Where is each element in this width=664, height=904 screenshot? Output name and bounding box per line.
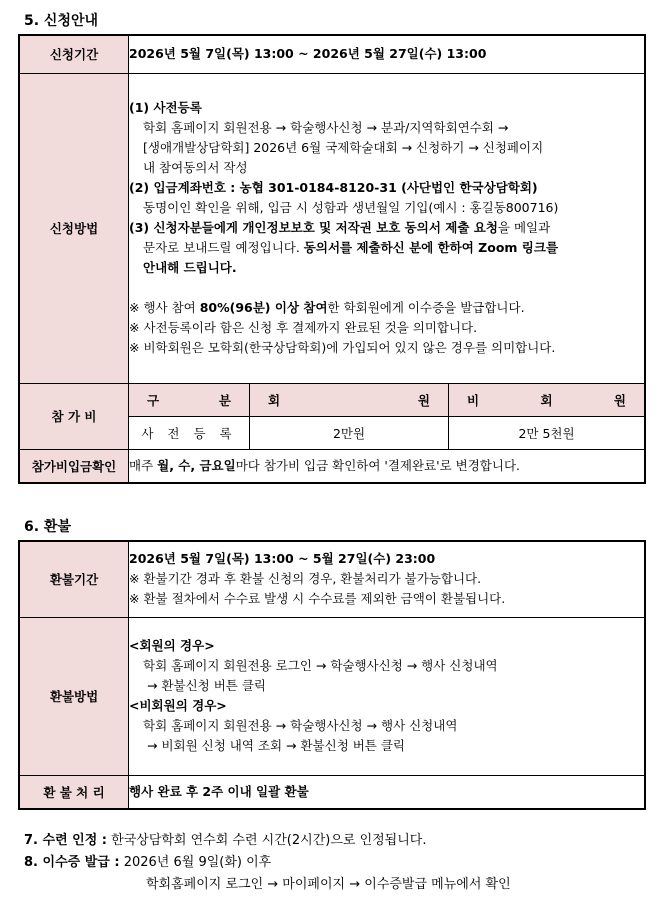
step3-line2-bold: 동의서를 제출하신 분에 한하여 Zoom 링크를 bbox=[303, 240, 559, 255]
refund-method-content bbox=[129, 617, 646, 775]
note1-prefix: ※ 행사 참여 bbox=[129, 300, 200, 315]
nonmember-line1: 학회 홈페이지 회원전용 → 학술행사신청 → 행사 신청내역 bbox=[143, 718, 458, 733]
application-info-table bbox=[18, 34, 646, 484]
nonmember-case-title: <비회원의 경우> bbox=[129, 698, 227, 713]
footer bbox=[24, 830, 511, 896]
method-content bbox=[129, 73, 646, 383]
fee-label: 참 가 비 bbox=[19, 383, 129, 449]
payment-check-days: 월, 수, 금요일 bbox=[157, 457, 236, 473]
refund-method-label: 환불방법 bbox=[19, 617, 129, 775]
member-case-title: <회원의 경우> bbox=[129, 638, 215, 653]
step3-line1 bbox=[129, 218, 644, 238]
member-line2: → 환불신청 버튼 클릭 bbox=[147, 678, 266, 693]
note1-bold: 80%(96분) 이상 참여 bbox=[199, 300, 328, 315]
fee-header-category bbox=[129, 383, 250, 416]
refund-note1: ※ 환불기간 경과 후 환불 신청의 경우, 환불처리가 불가능합니다. bbox=[129, 571, 482, 587]
item8-line2: 학회홈페이지 로그인 → 마이페이지 → 이수증발급 메뉴에서 확인 bbox=[146, 877, 511, 892]
fee-header-nonmember-2: 회 bbox=[540, 392, 553, 408]
refund-process-label: 환 불 처 리 bbox=[19, 775, 129, 809]
step2-title: (2) 입금계좌번호 : 농협 301-0184-8120-31 (사단법인 한국상담학회) bbox=[129, 180, 538, 195]
period-label: 신청기간 bbox=[19, 35, 129, 73]
step2-line1: 동명이인 확인을 위해, 입금 시 성함과 생년월일 기입(예시 : 홍길동800716) bbox=[143, 200, 559, 215]
step3-tail: 을 메일과 bbox=[497, 220, 551, 235]
note3: ※ 비학회원은 모학회(한국상담학회)에 가입되어 있지 않은 경우를 의미합니다. bbox=[129, 340, 556, 355]
spacer bbox=[129, 278, 644, 298]
payment-check-label: 참가비입금확인 bbox=[19, 449, 129, 483]
fee-header-nonmember-1: 비 bbox=[467, 392, 480, 408]
fee-row-label: 사 전 등 록 bbox=[129, 416, 250, 449]
step3-number: (3) 신청자분들에게 bbox=[129, 220, 243, 235]
refund-period-value: 2026년 5월 7일(목) 13:00 ~ 5월 27일(수) 23:00 bbox=[129, 551, 436, 567]
fee-header-member-1: 회 bbox=[268, 392, 281, 408]
payment-check-prefix: 매주 bbox=[129, 457, 158, 473]
nonmember-fee: 2만 5천원 bbox=[449, 416, 646, 449]
step3-line2 bbox=[129, 238, 644, 258]
step3-emphasis: 개인정보보호 및 저작권 보호 동의서 제출 요청 bbox=[242, 220, 498, 235]
payment-check-value bbox=[129, 449, 646, 483]
fee-header-member-2: 원 bbox=[417, 392, 430, 408]
item7-value: 한국상담학회 연수회 수련 시간(2시간)으로 인정됩니다. bbox=[111, 833, 427, 848]
period-value: 2026년 5월 7일(목) 13:00 ~ 2026년 5월 27일(수) 13:00 bbox=[129, 35, 646, 73]
step3-line2-plain: 문자로 보내드릴 예정입니다. bbox=[143, 240, 304, 255]
section5-title: 5. 신청안내 bbox=[24, 13, 99, 29]
method-label: 신청방법 bbox=[19, 73, 129, 383]
nonmember-line2: → 비회원 신청 내역 조회 → 환불신청 버튼 클릭 bbox=[147, 738, 406, 753]
member-line1: 학회 홈페이지 회원전용 로그인 → 학술행사신청 → 행사 신청내역 bbox=[143, 658, 498, 673]
note2: ※ 사전등록이라 함은 신청 후 결제까지 완료된 것을 의미합니다. bbox=[129, 320, 478, 335]
member-fee: 2만원 bbox=[250, 416, 449, 449]
note1 bbox=[129, 298, 644, 318]
note1-tail: 한 학회원에게 이수증을 발급합니다. bbox=[327, 300, 525, 315]
item8-label: 8. 이수증 발급 : bbox=[24, 855, 120, 870]
refund-info-table bbox=[18, 540, 646, 810]
item8 bbox=[24, 852, 511, 874]
fee-header-member bbox=[250, 383, 449, 416]
refund-note2: ※ 환불 절차에서 수수료 발생 시 수수료를 제외한 금액이 환불됩니다. bbox=[129, 591, 506, 607]
fee-header-nonmember-3: 원 bbox=[613, 392, 626, 408]
step1-line2: [생애개발상담학회] 2026년 6월 국제학술대회 → 신청하기 → 신청페이지 bbox=[143, 140, 544, 155]
step1-line3: 내 참여동의서 작성 bbox=[143, 160, 248, 175]
item7 bbox=[24, 830, 511, 852]
payment-check-tail: 마다 참가비 입금 확인하여 '결제완료'로 변경합니다. bbox=[235, 457, 520, 473]
item8-value: 2026년 6월 9일(화) 이후 bbox=[123, 855, 272, 870]
refund-period-label: 환불기간 bbox=[19, 541, 129, 617]
fee-header-category-2: 분 bbox=[218, 392, 231, 408]
step3-line3: 안내해 드립니다. bbox=[143, 260, 237, 275]
step1-title: (1) 사전등록 bbox=[129, 100, 202, 115]
item7-label: 7. 수련 인정 : bbox=[24, 833, 107, 848]
section6-title: 6. 환불 bbox=[24, 519, 71, 535]
refund-period-content bbox=[129, 541, 646, 617]
refund-process-value: 행사 완료 후 2주 이내 일괄 환불 bbox=[129, 775, 646, 809]
fee-header-nonmember bbox=[449, 383, 646, 416]
step1-line1: 학회 홈페이지 회원전용 → 학술행사신청 → 분과/지역학회연수회 → bbox=[143, 120, 509, 135]
fee-header-category-1: 구 bbox=[147, 392, 160, 408]
